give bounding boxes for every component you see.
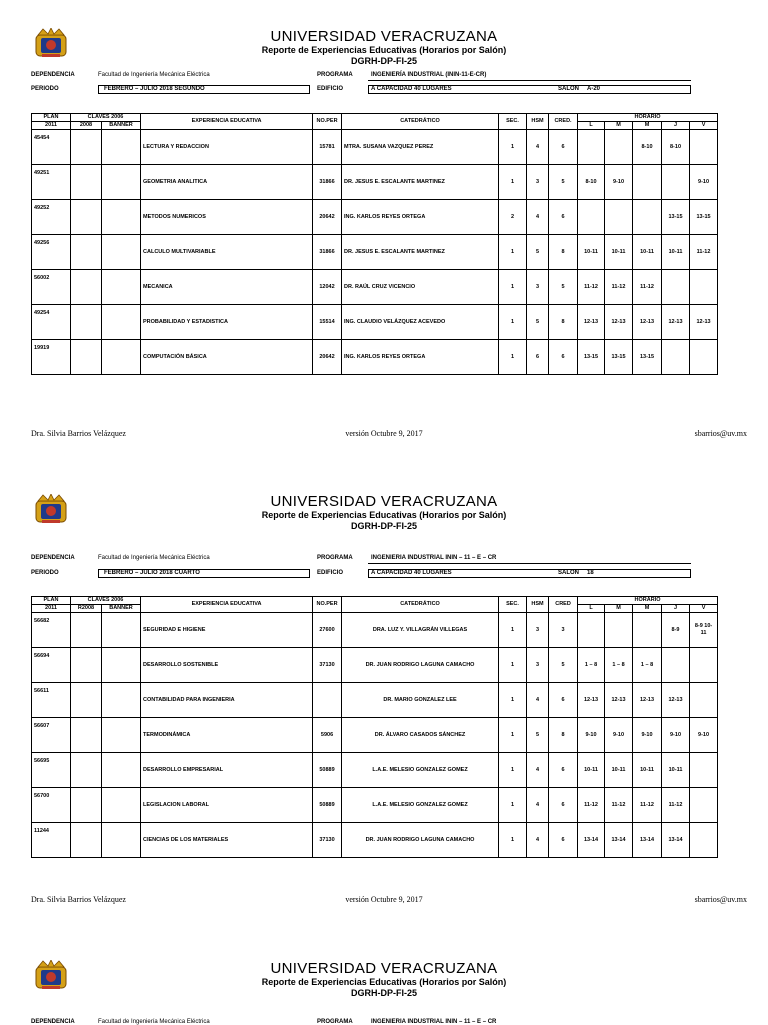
table-cell: 1: [499, 718, 527, 753]
table-cell: LECTURA Y REDACCION: [141, 130, 313, 165]
value-programa: INGENIERIA INDUSTRIAL ININ – 11 – E – CR: [371, 555, 497, 561]
table-cell: EXPERIENCIA EDUCATIVA: [141, 597, 313, 613]
table-cell: 8-10: [662, 130, 690, 165]
footer-email: sbarrios@uv.mx: [694, 895, 747, 904]
table-cell: TERMODINÁMICA: [141, 718, 313, 753]
table-cell: 3: [527, 648, 549, 683]
table-cell: CIENCIAS DE LOS MATERIALES: [141, 823, 313, 858]
table-cell: DRA. LUZ Y. VILLAGRÁN VILLEGAS: [342, 613, 499, 648]
table-row: [32, 788, 718, 823]
table-cell: [102, 613, 141, 648]
table-cell: 8: [549, 235, 578, 270]
table-cell: 9-10: [605, 165, 633, 200]
table-cell: 11-12: [662, 788, 690, 823]
table-cell: M: [633, 605, 662, 613]
table-cell: V: [690, 605, 718, 613]
table-cell: 6: [549, 823, 578, 858]
table-cell: L.A.E. MELESIO GONZALEZ GOMEZ: [342, 753, 499, 788]
table-cell: [605, 130, 633, 165]
table-cell: DR. MARIO GONZALEZ LEE: [342, 683, 499, 718]
table-cell: 8: [549, 305, 578, 340]
table-cell: [662, 270, 690, 305]
table-cell: 1: [499, 648, 527, 683]
table-cell: 3: [527, 165, 549, 200]
table-cell: 11-12: [605, 270, 633, 305]
table-cell: 1 – 8: [578, 648, 605, 683]
table-cell: [102, 200, 141, 235]
table-cell: 37130: [313, 648, 342, 683]
table-cell: [102, 340, 141, 375]
table-cell: 5: [549, 270, 578, 305]
report-code: DGRH-DP-FI-25: [350, 521, 417, 531]
table-cell: 13-14: [605, 823, 633, 858]
table-cell: 13-15: [662, 200, 690, 235]
university-title: UNIVERSIDAD VERACRUZANA: [270, 960, 498, 977]
label-edificio: EDIFICIO: [317, 570, 344, 576]
table-cell: EXPERIENCIA EDUCATIVA: [141, 114, 313, 130]
value-edificio: A CAPACIDAD 40 LUGARES: [371, 570, 452, 576]
value-dependencia: Facultad de Ingeniería Mecánica Eléctrica: [98, 1019, 210, 1025]
table-cell: 27600: [313, 613, 342, 648]
table-cell: 45454: [32, 130, 71, 165]
table-cell: 56607: [32, 718, 71, 753]
footer-author: Dra. Silvia Barrios Velázquez: [31, 895, 126, 904]
table-cell: R2008: [71, 605, 102, 613]
table-cell: 8-9: [662, 613, 690, 648]
table-cell: [102, 788, 141, 823]
table-cell: SEC.: [499, 597, 527, 613]
table-cell: [690, 753, 718, 788]
table-cell: BANNER: [102, 605, 141, 613]
table-cell: HORARIO: [578, 597, 718, 605]
table-row: [32, 648, 718, 683]
table-cell: NO.PER: [313, 114, 342, 130]
schedule-table-1: [31, 113, 718, 375]
table-cell: [633, 165, 662, 200]
table-cell: DR. RAÚL CRUZ VICENCIO: [342, 270, 499, 305]
table-cell: [71, 788, 102, 823]
table-cell: CONTABILIDAD PARA INGENIERIA: [141, 683, 313, 718]
table-cell: [102, 130, 141, 165]
table-cell: MTRA. SUSANA VAZQUEZ PEREZ: [342, 130, 499, 165]
table-cell: 1: [499, 165, 527, 200]
table-cell: 10-11: [578, 753, 605, 788]
table-cell: 1: [499, 305, 527, 340]
table-cell: J: [662, 605, 690, 613]
table-cell: CATEDRÁTICO: [342, 114, 499, 130]
table-cell: 9-10: [605, 718, 633, 753]
value-programa: INGENIERIA INDUSTRIAL ININ – 11 – E – CR: [371, 1019, 497, 1025]
table-cell: [71, 130, 102, 165]
table-cell: [578, 130, 605, 165]
table-cell: 2: [499, 200, 527, 235]
label-edificio: EDIFICIO: [317, 86, 344, 92]
report-code: DGRH-DP-FI-25: [350, 988, 417, 998]
table-cell: [71, 270, 102, 305]
table-cell: 6: [549, 788, 578, 823]
table-cell: [71, 340, 102, 375]
table-cell: CRED: [549, 597, 578, 613]
table-cell: [102, 270, 141, 305]
table-cell: GEOMETRIA ANALITICA: [141, 165, 313, 200]
table-cell: [102, 718, 141, 753]
table-cell: 6: [549, 683, 578, 718]
footer-email: sbarrios@uv.mx: [694, 429, 747, 438]
table-cell: 1: [499, 613, 527, 648]
table-cell: 2008: [71, 122, 102, 130]
table-cell: 1: [499, 130, 527, 165]
table-cell: 10-11: [662, 753, 690, 788]
table-cell: 12-13: [605, 305, 633, 340]
table-cell: 12-13: [662, 305, 690, 340]
footer-version: versión Octubre 9, 2017: [345, 895, 423, 904]
table-cell: [662, 648, 690, 683]
table-cell: [690, 788, 718, 823]
table-cell: ING. KARLOS REYES ORTEGA: [342, 340, 499, 375]
table-cell: HORARIO: [578, 114, 718, 122]
table-cell: 13-14: [578, 823, 605, 858]
table-row: [32, 130, 718, 165]
table-cell: 11244: [32, 823, 71, 858]
value-salon: A-20: [587, 86, 601, 92]
table-cell: 12-13: [633, 683, 662, 718]
table-cell: 3: [527, 270, 549, 305]
table-cell: 12-13: [662, 683, 690, 718]
university-title: UNIVERSIDAD VERACRUZANA: [270, 28, 498, 45]
table-cell: DR. JESUS E. ESCALANTE MARTINEZ: [342, 165, 499, 200]
label-dependencia: DEPENDENCIA: [31, 72, 75, 78]
table-cell: 1: [499, 270, 527, 305]
value-edificio: A CAPACIDAD 40 LUGARES: [371, 86, 452, 92]
table-cell: 50889: [313, 788, 342, 823]
table-cell: 1 – 8: [605, 648, 633, 683]
table-row: [32, 270, 718, 305]
table-cell: [578, 613, 605, 648]
table-cell: L: [578, 605, 605, 613]
label-salon: SALON: [558, 570, 579, 576]
table-cell: 20642: [313, 340, 342, 375]
table-cell: 10-11: [605, 235, 633, 270]
table-cell: 9-10: [662, 718, 690, 753]
table-cell: L: [578, 122, 605, 130]
table-cell: DESARROLLO EMPRESARIAL: [141, 753, 313, 788]
table-cell: 8-9 10-11: [690, 613, 718, 648]
table-cell: MECANICA: [141, 270, 313, 305]
report-subtitle: Reporte de Experiencias Educativas (Horarios por Salón): [261, 45, 507, 55]
report-code: DGRH-DP-FI-25: [350, 56, 417, 66]
table-cell: 4: [527, 753, 549, 788]
table-cell: [605, 613, 633, 648]
table-cell: 56002: [32, 270, 71, 305]
label-programa: PROGRAMA: [317, 72, 353, 78]
table-cell: 9-10: [578, 718, 605, 753]
table-cell: COMPUTACIÓN BÁSICA: [141, 340, 313, 375]
value-programa: INGENIERÍA INDUSTRIAL (ININ-11-E-CR): [371, 72, 487, 78]
table-cell: CRED.: [549, 114, 578, 130]
table-cell: 12-13: [690, 305, 718, 340]
table-cell: 6: [549, 130, 578, 165]
table-cell: V: [690, 122, 718, 130]
table-cell: 13-15: [605, 340, 633, 375]
table-cell: 12-13: [578, 683, 605, 718]
table-row: [32, 823, 718, 858]
label-periodo: PERIODO: [31, 570, 59, 576]
table-cell: 13-15: [633, 340, 662, 375]
table-cell: [102, 235, 141, 270]
table-cell: SEGURIDAD E HIGIENE: [141, 613, 313, 648]
table-cell: M: [633, 122, 662, 130]
table-cell: 11-12: [578, 270, 605, 305]
table-cell: 9-10: [690, 165, 718, 200]
table-cell: HSM: [527, 597, 549, 613]
table-cell: CLAVES 2006: [71, 114, 141, 122]
table-row: [32, 340, 718, 375]
table-cell: [71, 683, 102, 718]
table-cell: 56700: [32, 788, 71, 823]
table-cell: 2011: [32, 605, 71, 613]
table-cell: DESARROLLO SOSTENIBLE: [141, 648, 313, 683]
table-cell: 37130: [313, 823, 342, 858]
table-cell: 56695: [32, 753, 71, 788]
table-cell: [313, 683, 342, 718]
table-cell: 1: [499, 683, 527, 718]
table-cell: 13-15: [578, 340, 605, 375]
table-cell: 8: [549, 718, 578, 753]
table-cell: 5: [549, 165, 578, 200]
table-cell: [71, 613, 102, 648]
table-cell: 9-10: [633, 718, 662, 753]
report-subtitle: Reporte de Experiencias Educativas (Horarios por Salón): [261, 510, 507, 520]
table-cell: 12-13: [605, 683, 633, 718]
table-cell: 56694: [32, 648, 71, 683]
table-cell: 49251: [32, 165, 71, 200]
table-cell: 6: [527, 340, 549, 375]
report-subtitle: Reporte de Experiencias Educativas (Horarios por Salón): [261, 977, 507, 987]
table-cell: 56682: [32, 613, 71, 648]
table-row: [32, 200, 718, 235]
table-cell: [690, 683, 718, 718]
label-programa: PROGRAMA: [317, 555, 353, 561]
table-cell: 49256: [32, 235, 71, 270]
table-cell: 13-14: [633, 823, 662, 858]
value-periodo: FEBRERO – JULIO 2018 CUARTO: [104, 570, 200, 576]
table-cell: 11-12: [578, 788, 605, 823]
table-cell: 5: [527, 235, 549, 270]
table-cell: 5906: [313, 718, 342, 753]
table-cell: DR. JUAN RODRIGO LAGUNA CAMACHO: [342, 823, 499, 858]
table-cell: L.A.E. MELESIO GONZALEZ GOMEZ: [342, 788, 499, 823]
table-cell: 11-12: [690, 235, 718, 270]
table-cell: [71, 718, 102, 753]
table-cell: 3: [527, 613, 549, 648]
table-cell: [633, 613, 662, 648]
footer-author: Dra. Silvia Barrios Velázquez: [31, 429, 126, 438]
table-row: [32, 753, 718, 788]
table-cell: DR. ÁLVARO CASADOS SÁNCHEZ: [342, 718, 499, 753]
table-cell: [690, 340, 718, 375]
table-cell: 6: [549, 340, 578, 375]
table-cell: 8-10: [633, 130, 662, 165]
table-cell: 10-11: [633, 235, 662, 270]
table-cell: 11-12: [633, 270, 662, 305]
table-cell: 15514: [313, 305, 342, 340]
label-periodo: PERIODO: [31, 86, 59, 92]
table-cell: CALCULO MULTIVARIABLE: [141, 235, 313, 270]
table-cell: [71, 200, 102, 235]
table-cell: [71, 648, 102, 683]
table-cell: 50889: [313, 753, 342, 788]
table-cell: CLAVES 2006: [71, 597, 141, 605]
table-cell: 9-10: [690, 718, 718, 753]
table-cell: 5: [527, 718, 549, 753]
value-dependencia: Facultad de Ingeniería Mecánica Eléctrica: [98, 555, 210, 561]
table-cell: [690, 270, 718, 305]
table-cell: 2011: [32, 122, 71, 130]
table-row: [32, 305, 718, 340]
value-salon: 18: [587, 570, 594, 576]
table-cell: 11-12: [633, 788, 662, 823]
label-salon: SALON: [558, 86, 579, 92]
table-cell: 1: [499, 753, 527, 788]
schedule-table-2: [31, 596, 718, 858]
table-row: [32, 718, 718, 753]
table-cell: 10-11: [633, 753, 662, 788]
table-cell: [102, 823, 141, 858]
table-cell: [71, 753, 102, 788]
value-dependencia: Facultad de Ingeniería Mecánica Eléctrica: [98, 72, 210, 78]
table-cell: ING. CLAUDIO VELÁZQUEZ ACEVEDO: [342, 305, 499, 340]
table-cell: 5: [527, 305, 549, 340]
table-cell: 1 – 8: [633, 648, 662, 683]
table-cell: [71, 305, 102, 340]
label-programa: PROGRAMA: [317, 1019, 353, 1025]
table-cell: [690, 823, 718, 858]
table-cell: 8-10: [578, 165, 605, 200]
table-cell: [71, 823, 102, 858]
table-cell: 10-11: [578, 235, 605, 270]
table-cell: [633, 200, 662, 235]
table-cell: 20642: [313, 200, 342, 235]
table-cell: BANNER: [102, 122, 141, 130]
table-cell: M: [605, 605, 633, 613]
table-cell: DR. JESUS E. ESCALANTE MARTINEZ: [342, 235, 499, 270]
table-cell: 4: [527, 200, 549, 235]
table-cell: 12-13: [578, 305, 605, 340]
table-cell: 49254: [32, 305, 71, 340]
table-cell: SEC.: [499, 114, 527, 130]
table-cell: 1: [499, 235, 527, 270]
table-cell: METODOS NUMERICOS: [141, 200, 313, 235]
table-cell: [605, 200, 633, 235]
table-cell: [102, 683, 141, 718]
table-cell: 56611: [32, 683, 71, 718]
table-cell: 10-11: [605, 753, 633, 788]
table-cell: 15781: [313, 130, 342, 165]
table-cell: 11-12: [605, 788, 633, 823]
table-cell: LEGISLACION LABORAL: [141, 788, 313, 823]
table-cell: 19919: [32, 340, 71, 375]
table-row: [32, 683, 718, 718]
table-cell: PLAN: [32, 597, 71, 605]
table-cell: DR. JUAN RODRIGO LAGUNA CAMACHO: [342, 648, 499, 683]
table-cell: PLAN: [32, 114, 71, 122]
table-cell: [690, 130, 718, 165]
university-title: UNIVERSIDAD VERACRUZANA: [270, 493, 498, 510]
table-cell: ING. KARLOS REYES ORTEGA: [342, 200, 499, 235]
table-cell: 6: [549, 200, 578, 235]
value-periodo: FEBRERO – JULIO 2018 SEGUNDO: [104, 86, 205, 92]
table-cell: [662, 165, 690, 200]
table-cell: 12042: [313, 270, 342, 305]
table-cell: 4: [527, 683, 549, 718]
table-cell: 12-13: [633, 305, 662, 340]
table-cell: 4: [527, 130, 549, 165]
table-cell: NO.PER: [313, 597, 342, 613]
table-cell: 49252: [32, 200, 71, 235]
table-cell: HSM: [527, 114, 549, 130]
table-row: [32, 165, 718, 200]
table-cell: J: [662, 122, 690, 130]
table-cell: 1: [499, 340, 527, 375]
table-cell: 4: [527, 823, 549, 858]
table-cell: 6: [549, 753, 578, 788]
table-cell: [102, 165, 141, 200]
table-cell: 13-14: [662, 823, 690, 858]
table-cell: M: [605, 122, 633, 130]
table-cell: [102, 648, 141, 683]
table-cell: 3: [549, 613, 578, 648]
table-cell: [690, 648, 718, 683]
table-cell: [578, 200, 605, 235]
table-cell: [102, 753, 141, 788]
table-cell: 10-11: [662, 235, 690, 270]
table-cell: [102, 305, 141, 340]
table-cell: 1: [499, 788, 527, 823]
table-row: [32, 235, 718, 270]
table-cell: 4: [527, 788, 549, 823]
footer-version: versión Octubre 9, 2017: [345, 429, 423, 438]
table-cell: CATEDRÁTICO: [342, 597, 499, 613]
table-cell: [71, 235, 102, 270]
table-cell: 13-15: [690, 200, 718, 235]
table-row: [32, 613, 718, 648]
table-cell: 1: [499, 823, 527, 858]
label-dependencia: DEPENDENCIA: [31, 555, 75, 561]
table-cell: [71, 165, 102, 200]
table-cell: 31866: [313, 235, 342, 270]
table-cell: PROBABILIDAD Y ESTADISTICA: [141, 305, 313, 340]
table-cell: [662, 340, 690, 375]
table-cell: 5: [549, 648, 578, 683]
table-cell: 31866: [313, 165, 342, 200]
label-dependencia: DEPENDENCIA: [31, 1019, 75, 1025]
